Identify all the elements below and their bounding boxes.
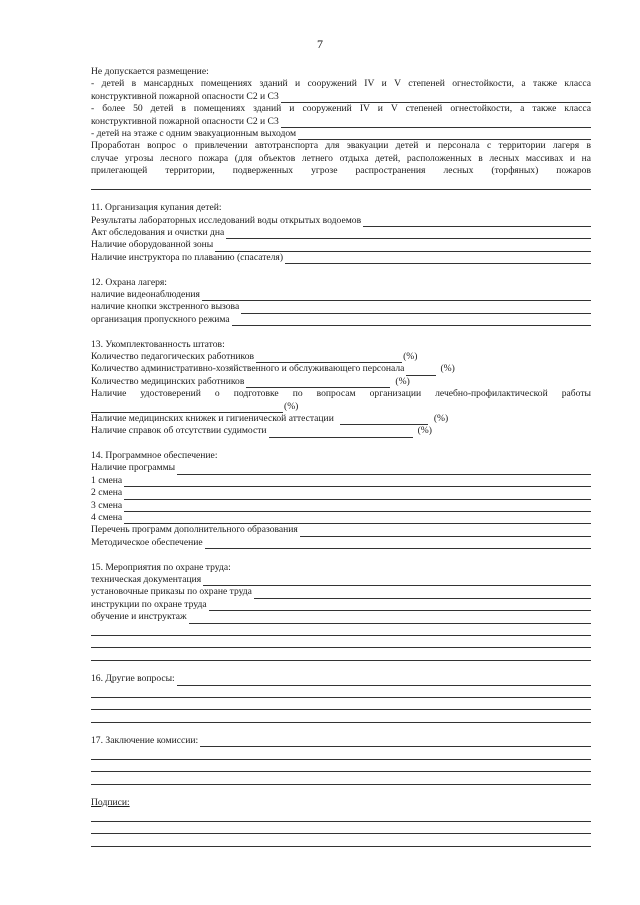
page-number: 7	[317, 37, 323, 51]
commission-conclusion-field[interactable]: 17. Заключение комиссии:	[91, 735, 591, 747]
program-field[interactable]: Наличие программы	[91, 463, 591, 475]
staffing-field-certificates[interactable]: (%)	[91, 401, 591, 413]
swimming-field[interactable]: Наличие инструктора по плаванию (спасателя)	[91, 252, 591, 264]
program-field[interactable]: 4 смена	[91, 512, 591, 524]
staffing-field-admin[interactable]: Количество административно-хозяйственного и обслуживающего персонала (%)	[91, 363, 455, 375]
security-heading: 12. Охрана лагеря:	[91, 276, 167, 288]
program-field[interactable]: 2 смена	[91, 487, 591, 499]
security-field[interactable]: наличие видеонаблюдения	[91, 289, 591, 301]
labor-safety-extra-line[interactable]	[91, 648, 591, 660]
transport-answer-line[interactable]	[91, 178, 591, 190]
commission-conclusion-line[interactable]	[91, 747, 591, 759]
transport-line-3: прилегающей территории, подверженных угрозе распространения лесных (торфяных) пожаров	[91, 165, 591, 177]
program-field[interactable]: 1 смена	[91, 475, 591, 487]
program-heading: 14. Программное обеспечение:	[91, 450, 218, 462]
program-field[interactable]: Перечень программ дополнительного образования	[91, 524, 591, 536]
labor-safety-field[interactable]: инструкции по охране труда	[91, 599, 591, 611]
placement-field-1[interactable]: конструктивной пожарной опасности С2 и С3	[91, 91, 591, 103]
staffing-field-teachers[interactable]: Количество педагогических работников (%)	[91, 350, 418, 362]
labor-safety-extra-line[interactable]	[91, 624, 591, 636]
transport-line-1: Проработан вопрос о привлечении автотранспорта для эвакуации детей и персонала с территории лагеря в	[91, 140, 591, 152]
swimming-field[interactable]: Наличие оборудованной зоны	[91, 239, 591, 251]
labor-safety-field[interactable]: техническая документация	[91, 574, 591, 586]
labor-safety-field[interactable]: установочные приказы по охране труда	[91, 586, 591, 598]
placement-field-1-line[interactable]	[281, 94, 591, 104]
program-field[interactable]: Методическое обеспечение	[91, 537, 591, 549]
other-questions-line[interactable]	[91, 686, 591, 698]
signature-line[interactable]	[91, 834, 591, 846]
staffing-field-medical[interactable]: Количество медицинских работников (%)	[91, 375, 410, 387]
labor-safety-extra-line[interactable]	[91, 636, 591, 648]
security-field[interactable]: организация пропускного режима	[91, 314, 591, 326]
placement-field-2[interactable]: конструктивной пожарной опасности С2 и С3	[91, 116, 591, 128]
placement-field-2-line[interactable]	[281, 118, 591, 128]
staffing-field-med-books[interactable]: Наличие медицинских книжек и гигиенической аттестации (%)	[91, 412, 449, 424]
labor-safety-heading: 15. Мероприятия по охране труда:	[91, 561, 231, 573]
signature-line[interactable]	[91, 822, 591, 834]
placement-heading: Не допускается размещение:	[91, 66, 209, 77]
swimming-field[interactable]: Акт обследования и очистки дна	[91, 227, 591, 239]
other-questions-line[interactable]	[91, 710, 591, 722]
placement-field-3[interactable]: - детей на этаже с одним эвакуационным выходом	[91, 128, 591, 140]
placement-field-3-line[interactable]	[298, 131, 591, 141]
swimming-heading: 11. Организация купания детей:	[91, 202, 222, 214]
signature-line[interactable]	[91, 809, 591, 821]
placement-line-2: - более 50 детей в помещениях зданий и сооружений IV и V степеней огнестойкости, а также класса	[91, 103, 591, 115]
security-field[interactable]: наличие кнопки экстренного вызова	[91, 301, 591, 313]
swimming-field[interactable]: Результаты лабораторных исследований воды открытых водоемов	[91, 215, 591, 227]
other-questions-field[interactable]: 16. Другие вопросы:	[91, 673, 591, 685]
signatures-heading: Подписи:	[91, 797, 130, 809]
commission-conclusion-line[interactable]	[91, 760, 591, 772]
form-content	[91, 66, 591, 847]
staffing-heading: 13. Укомплектованность штатов:	[91, 338, 225, 350]
staffing-certificates-line: Наличие удостоверений о подготовке по вопросам организации лечебно-профилактической работы	[91, 388, 591, 400]
transport-line-2: случае угрозы лесного пожара (для объектов летнего отдыха детей, расположенных в лесных массивах и на	[91, 152, 591, 164]
other-questions-line[interactable]	[91, 698, 591, 710]
commission-conclusion-line[interactable]	[91, 772, 591, 784]
placement-line-1: - детей в мансардных помещениях зданий и сооружений IV и V степеней огнестойкости, а также класса	[91, 78, 591, 90]
labor-safety-field[interactable]: обучение и инструктаж	[91, 611, 591, 623]
staffing-field-criminal-record[interactable]: Наличие справок об отсутствии судимости (%)	[91, 425, 432, 437]
program-field[interactable]: 3 смена	[91, 500, 591, 512]
